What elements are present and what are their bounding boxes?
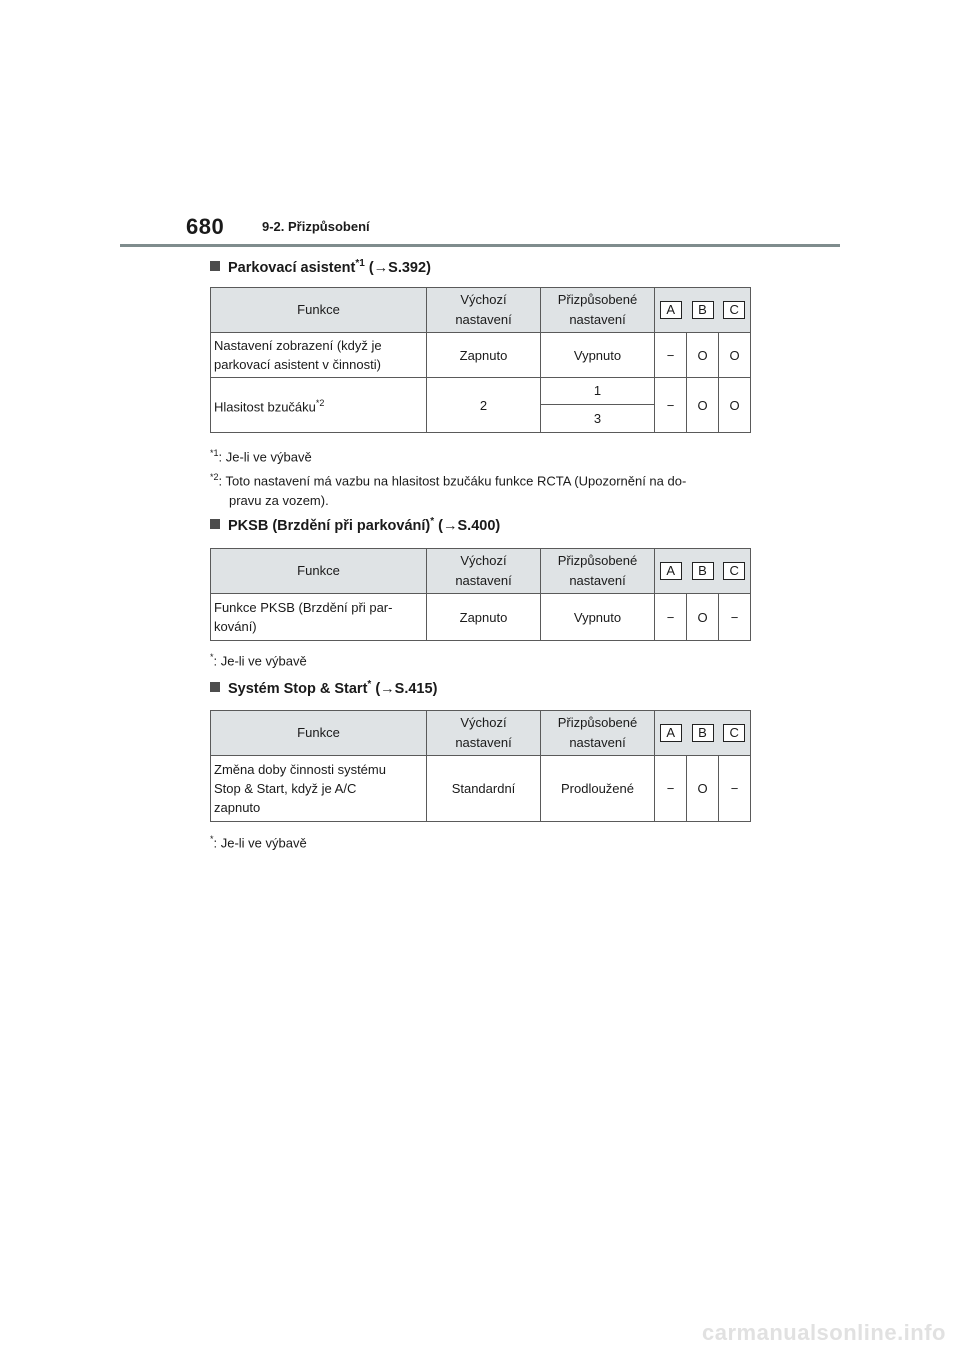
column-header-mode-a (655, 711, 687, 756)
stop-start-table (210, 710, 751, 822)
column-header-mode-c (719, 288, 751, 333)
column-header-mode-c (719, 549, 751, 594)
mode-a-box: A (660, 724, 682, 742)
footnote: $^{*2}$: Toto nastavení má vazbu na hlasitost bzučáku funkce RCTA (Upozornění na do- pravu za vozem). (210, 472, 687, 509)
table-row (211, 378, 751, 433)
table-row (211, 333, 751, 378)
mode-c-cell: O (719, 333, 751, 378)
table-row (211, 756, 751, 822)
table-header-row (211, 549, 751, 594)
mode-a-cell: − (655, 378, 687, 433)
column-header-mode-b (687, 711, 719, 756)
column-header-mode-a (655, 288, 687, 333)
pksb-table (210, 548, 751, 641)
mode-c-cell: − (719, 594, 751, 641)
arrow-right-icon: → (380, 680, 395, 697)
mode-b-cell: O (687, 378, 719, 433)
mode-b-box: B (692, 724, 714, 742)
mode-b-box: B (692, 562, 714, 580)
page-number: 680 (186, 214, 225, 239)
feature-cell: Hlasitost bzučáku$^{*2}$ (211, 378, 427, 433)
mode-c-cell: − (719, 756, 751, 822)
column-header-default: Výchozí nastavení (427, 549, 541, 594)
custom-cell: Vypnuto (541, 333, 655, 378)
column-header-feature: Funkce (211, 711, 427, 756)
default-cell: Standardní (427, 756, 541, 822)
parking-assist-table (210, 287, 751, 433)
chapter-title: 9-2. Přizpůsobení (262, 219, 370, 234)
mode-b-box: B (692, 301, 714, 319)
table-header-row (211, 288, 751, 333)
arrow-right-icon: → (373, 259, 389, 276)
square-bullet-icon (210, 261, 220, 271)
column-header-custom: Přizpůsobené nastavení (541, 711, 655, 756)
mode-a-cell: − (655, 333, 687, 378)
column-header-feature: Funkce (211, 549, 427, 594)
mode-a-box: A (660, 301, 682, 319)
default-cell: 2 (427, 378, 541, 433)
column-header-custom: Přizpůsobené nastavení (541, 549, 655, 594)
mode-b-cell: O (687, 594, 719, 641)
feature-cell: Změna doby činnosti systému Stop & Start, když je A/C zapnuto (211, 756, 427, 822)
column-header-custom: Přizpůsobené nastavení (541, 288, 655, 333)
custom-option: 3 (593, 411, 602, 426)
mode-b-cell: O (687, 333, 719, 378)
square-bullet-icon (210, 682, 220, 692)
column-header-mode-b (687, 288, 719, 333)
header-rule (120, 244, 840, 247)
mode-a-box: A (660, 562, 682, 580)
section-heading-pksb: PKSB (Brzdění při parkování)* (→S.400) (210, 516, 500, 534)
feature-cell: Nastavení zobrazení (když je parkovací asistent v činnosti) (211, 333, 427, 378)
footnote: $^{*1}$: Je-li ve výbavě (210, 448, 312, 465)
mode-c-cell: O (719, 378, 751, 433)
square-bullet-icon (210, 519, 220, 529)
column-header-feature: Funkce (211, 288, 427, 333)
mode-c-box: C (723, 562, 745, 580)
mode-a-cell: − (655, 756, 687, 822)
custom-cell (541, 378, 655, 433)
column-header-default: Výchozí nastavení (427, 711, 541, 756)
mode-b-cell: O (687, 756, 719, 822)
custom-cell: Prodloužené (541, 756, 655, 822)
section-heading-stop-start: Systém Stop & Start* (→S.415) (210, 679, 437, 697)
column-header-default: Výchozí nastavení (427, 288, 541, 333)
default-cell: Zapnuto (427, 594, 541, 641)
footnote: *: Je-li ve výbavě (210, 652, 307, 669)
mode-c-box: C (723, 724, 745, 742)
feature-cell: Funkce PKSB (Brzdění při par- kování) (211, 594, 427, 641)
column-header-mode-c (719, 711, 751, 756)
column-header-mode-a (655, 549, 687, 594)
section-heading-parking-assist: Parkovací asistent$^{*1}$ (→S.392) (210, 258, 431, 276)
custom-cell: Vypnuto (541, 594, 655, 641)
table-row (211, 594, 751, 641)
mode-a-cell: − (655, 594, 687, 641)
arrow-right-icon: → (443, 517, 458, 534)
table-header-row (211, 711, 751, 756)
default-cell: Zapnuto (427, 333, 541, 378)
footnote: *: Je-li ve výbavě (210, 834, 307, 851)
watermark: carmanualsonline.info (702, 1320, 946, 1345)
mode-c-box: C (723, 301, 745, 319)
custom-option: 1 (541, 378, 654, 405)
column-header-mode-b (687, 549, 719, 594)
